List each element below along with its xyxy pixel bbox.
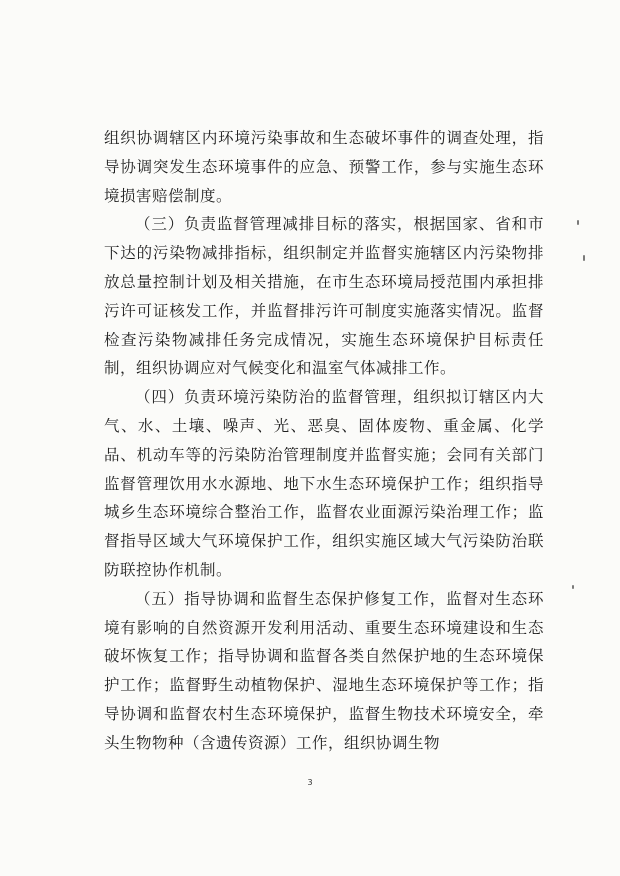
scan-speck [577, 220, 579, 225]
document-body [104, 124, 544, 758]
scan-speck [583, 255, 585, 261]
paragraph-1: 组织协调辖区内环境污染事故和生态破坏事件的调查处理，指导协调突发生态环境事件的应急、预警工作，参与实施生态环境损害赔偿制度。 [104, 129, 544, 205]
paragraph-2: （三）负责监督管理减排目标的落实，根据国家、省和市下达的污染物减排指标，组织制定并监督实施辖区内污染物排放总量控制计划及相关措施，在市生态环境局授范围内承担排污许可证核发工作，并监督排污许可制度实施落实情况。监督检查污染物减排任务完成情况，实施生态环境保护目标责任制，组织协调应对气候变化和温室气体减排工作。 [104, 215, 544, 378]
paragraph-4: （五）指导协调和监督生态保护修复工作，监督对生态环境有影响的自然资源开发利用活动、重要生态环境建设和生态破坏恢复工作；指导协调和监督各类自然保护地的生态环境保护工作；监督野生动植物保护、湿地生态环境保护等工作；指导协调和监督农村生态环境保护，监督生物技术环境安全，牵头生物物种（含遗传资源）工作，组织协调生物 [104, 589, 544, 752]
page-number: 3 [307, 778, 313, 787]
scan-speck [572, 585, 574, 589]
paragraph-3: （四）负责环境污染防治的监督管理，组织拟订辖区内大气、水、土壤、噪声、光、恶臭、固体废物、重金属、化学品、机动车等的污染防治管理制度并监督实施；会同有关部门监督管理饮用水水源地、地下水生态环境保护工作；组织指导城乡生态环境综合整治工作，监督农业面源污染治理工作；监督指导区域大气环境保护工作，组织实施区域大气污染防治联防联控协作机制。 [104, 388, 544, 579]
